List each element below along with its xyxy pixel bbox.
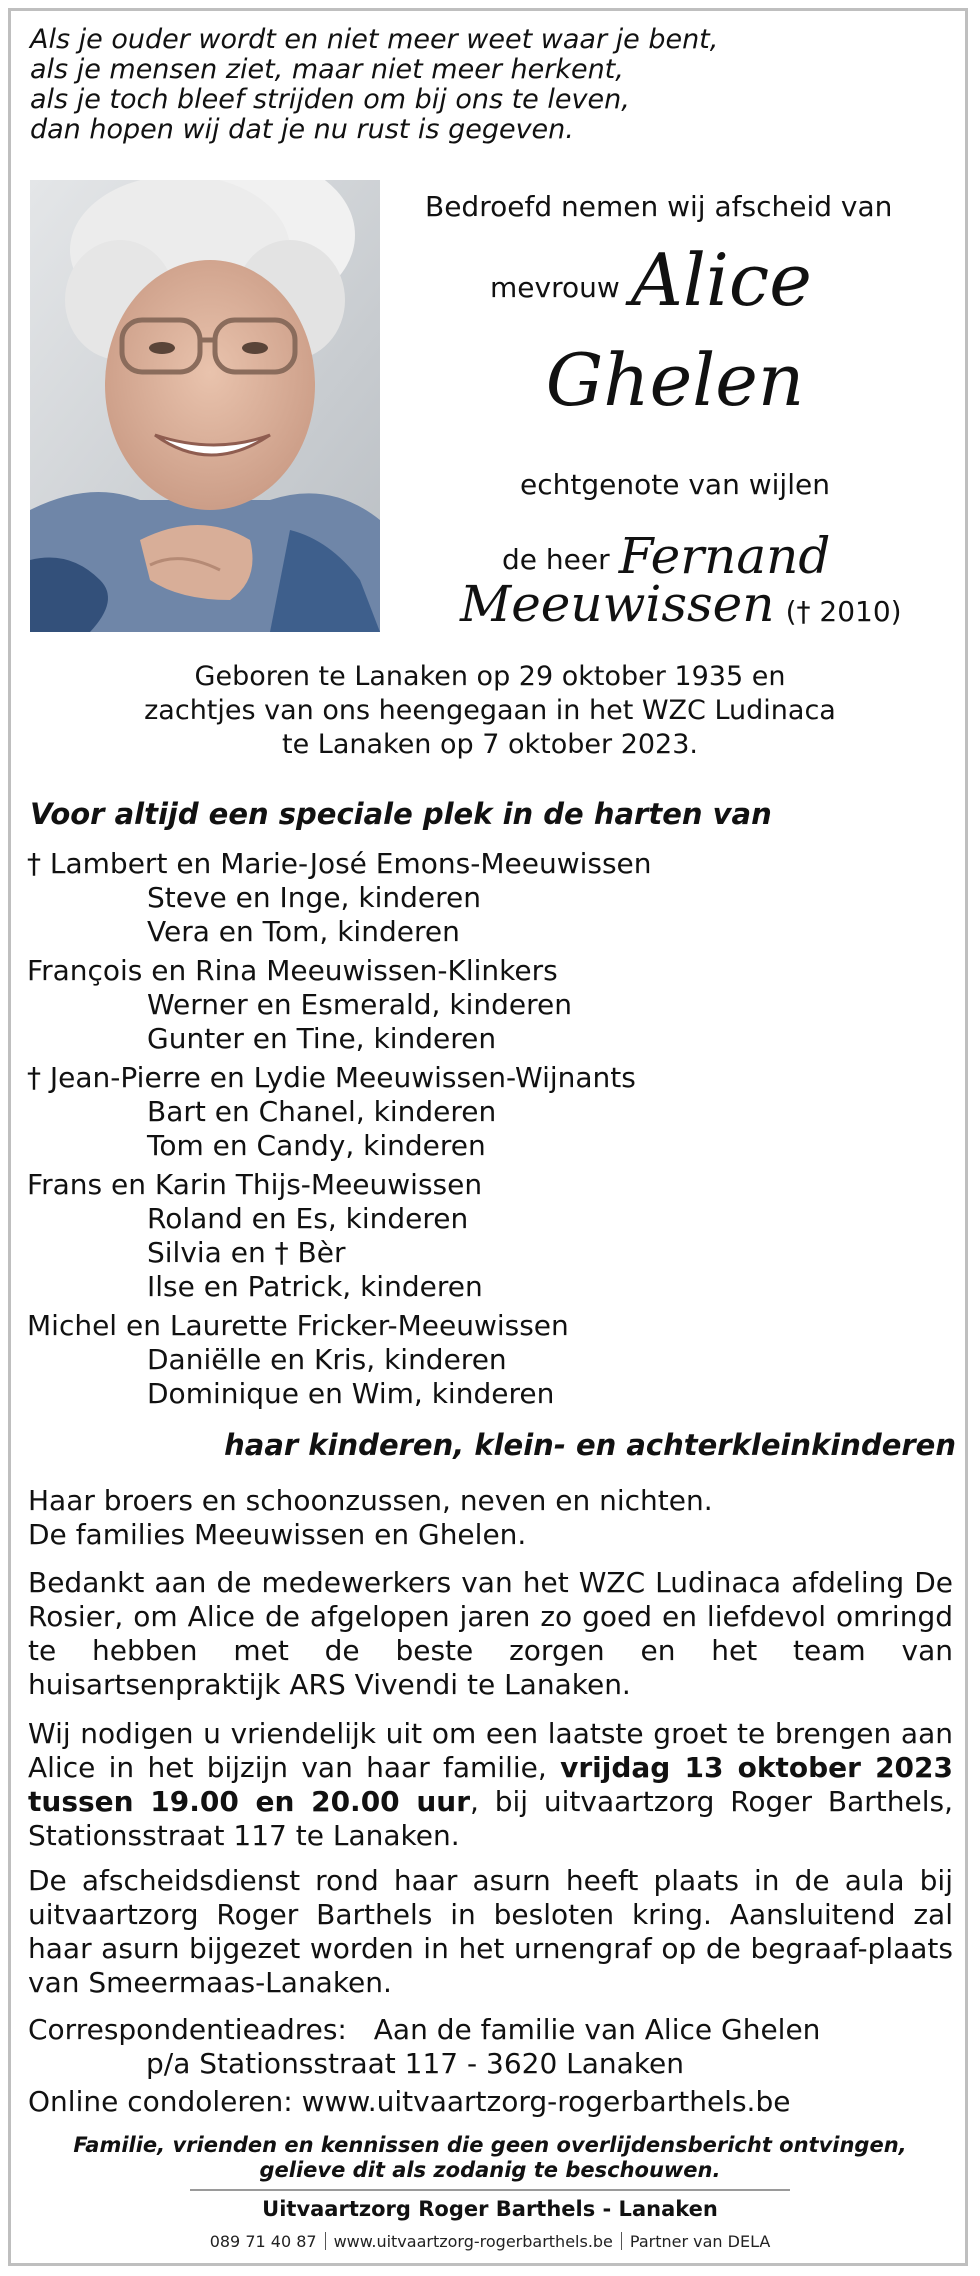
husband-first-name: Fernand xyxy=(618,527,831,585)
service-paragraph: De afscheidsdienst rond haar asurn heeft plaats in de aula bij uitvaartzorg Roger Barthels in besloten kring. Aansluitend zal haar asurn bijgezet worden in het urnengraf op de begraaf-plaats van Smeermaas-Lanaken. xyxy=(28,1864,953,1999)
family-member: Vera en Tom, kinderen xyxy=(147,915,460,948)
family-member: Frans en Karin Thijs-Meeuwissen xyxy=(27,1168,483,1201)
family-member: Michel en Laurette Fricker-Meeuwissen xyxy=(27,1309,569,1342)
husband-title: de heer xyxy=(502,543,610,576)
born-line: Geboren te Lanaken op 29 oktober 1935 en xyxy=(194,661,786,692)
husband-last-name: Meeuwissen xyxy=(460,575,775,633)
family-member: Bart en Chanel, kinderen xyxy=(147,1095,497,1128)
relatives-line: Haar broers en schoonzussen, neven en nichten. xyxy=(28,1484,713,1517)
family-member: Ilse en Patrick, kinderen xyxy=(147,1270,483,1303)
deceased-title: mevrouw xyxy=(490,271,620,304)
family-member: Werner en Esmerald, kinderen xyxy=(147,988,572,1021)
visitation-intro: Wij nodigen u vriendelijk uit om een laatste groet te brengen aan Alice in het bijzijn van haar familie, xyxy=(28,1717,953,1784)
born-line: zachtjes van ons heengegaan in het WZC Ludinaca xyxy=(144,695,836,726)
footer-contact xyxy=(30,2232,950,2251)
visitation-location: , bij uitvaartzorg Roger Barthels, Stationsstraat 117 te Lanaken. xyxy=(28,1785,953,1852)
deceased-title-line xyxy=(490,240,812,320)
relatives-line: De families Meeuwissen en Ghelen. xyxy=(28,1518,527,1551)
visitation-time: vrijdag 13 oktober 2023 tussen 19.00 en 20.00 uur xyxy=(28,1751,953,1818)
family-list xyxy=(27,847,652,1411)
correspondence-address: p/a Stationsstraat 117 - 3620 Lanaken xyxy=(146,2047,685,2080)
relation-text: echtgenote van wijlen xyxy=(520,468,830,501)
family-heading: Voor altijd een speciale plek in de harten van xyxy=(30,797,772,831)
footer-partner: Partner van DELA xyxy=(629,2232,771,2251)
poem-line: dan hopen wij dat je nu rust is gegeven. xyxy=(30,114,574,145)
visitation-paragraph xyxy=(28,1717,953,1853)
correspondence-label: Correspondentieadres: xyxy=(28,2013,347,2046)
family-member: Silvia en † Bèr xyxy=(147,1236,346,1269)
correspondence-name: Aan de familie van Alice Ghelen xyxy=(373,2013,821,2046)
born-line: te Lanaken op 7 oktober 2023. xyxy=(282,729,698,760)
family-member: Gunter en Tine, kinderen xyxy=(147,1022,497,1055)
portrait-illustration xyxy=(30,180,380,632)
deceased-first-name: Alice xyxy=(630,238,812,322)
relatives-paragraph xyxy=(28,1484,953,1552)
husband-death: († 2010) xyxy=(785,595,902,628)
correspondence-block xyxy=(28,2013,820,2081)
footer-website: www.uitvaartzorg-rogerbarthels.be xyxy=(333,2232,613,2251)
footer-separator xyxy=(621,2232,622,2250)
family-member: Dominique en Wim, kinderen xyxy=(147,1377,555,1410)
footer-separator xyxy=(325,2232,326,2250)
family-member: Roland en Es, kinderen xyxy=(147,1202,469,1235)
portrait-photo xyxy=(30,180,380,632)
footer-divider xyxy=(190,2189,790,2191)
funeral-home-name: Uitvaartzorg Roger Barthels - Lanaken xyxy=(262,2197,718,2221)
husband-last-line xyxy=(460,576,902,632)
family-member: † Jean-Pierre en Lydie Meeuwissen-Wijnants xyxy=(27,1061,636,1094)
family-member: Steve en Inge, kinderen xyxy=(147,881,481,914)
family-member: Daniëlle en Kris, kinderen xyxy=(147,1343,507,1376)
intro-text: Bedroefd nemen wij afscheid van xyxy=(425,190,893,223)
family-member: Tom en Candy, kinderen xyxy=(147,1129,486,1162)
online-condolence: Online condoleren: www.uitvaartzorg-rogerbarthels.be xyxy=(28,2085,791,2118)
birth-death-info xyxy=(60,660,920,762)
heirs-line: haar kinderen, klein- en achterkleinkinderen xyxy=(224,1428,956,1462)
family-member: † Lambert en Marie-José Emons-Meeuwissen xyxy=(27,847,652,880)
footer-phone: 089 71 40 87 xyxy=(209,2232,317,2251)
notice xyxy=(30,2133,950,2183)
thanks-paragraph: Bedankt aan de medewerkers van het WZC Ludinaca afdeling De Rosier, om Alice de afgelopen jaren zo goed en liefdevol omringd te hebben met de beste zorgen en het team van huisartsenpraktijk ARS Vivendi te Lanaken. xyxy=(28,1566,953,1701)
poem-line: Als je ouder wordt en niet meer weet waar je bent, xyxy=(30,24,719,55)
notice-line: gelieve dit als zodanig te beschouwen. xyxy=(259,2158,721,2182)
poem xyxy=(30,25,718,145)
notice-line: Familie, vrienden en kennissen die geen overlijdensbericht ontvingen, xyxy=(73,2133,907,2157)
poem-line: als je toch bleef strijden om bij ons te leven, xyxy=(30,84,630,115)
poem-line: als je mensen ziet, maar niet meer herkent, xyxy=(30,54,624,85)
family-member: François en Rina Meeuwissen-Klinkers xyxy=(27,954,558,987)
deceased-last-name: Ghelen xyxy=(545,338,805,422)
